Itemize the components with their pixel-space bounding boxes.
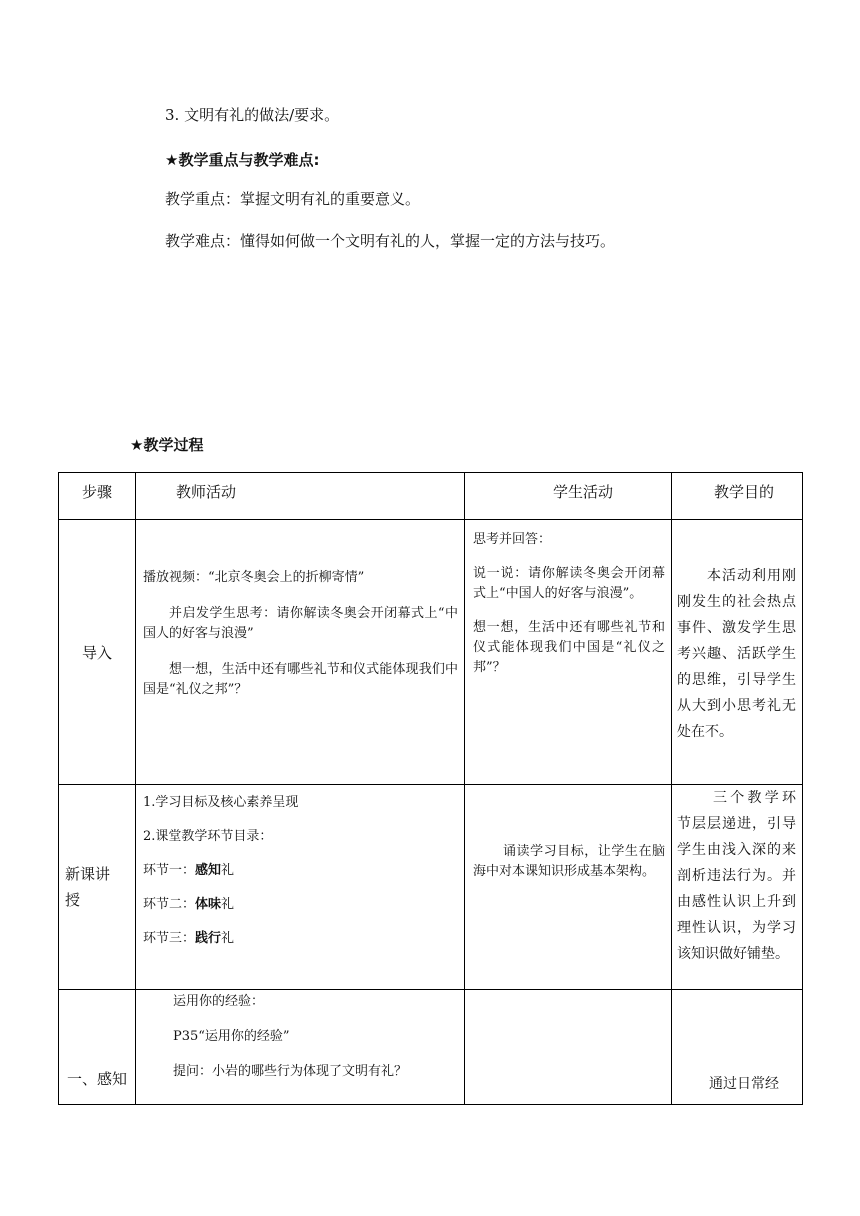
header-teacher-activity: 教师活动 <box>136 473 465 520</box>
teacher-line <box>143 929 458 949</box>
student-line: 想一想，生活中还有哪些礼节和仪式能体现我们中国是“礼仪之邦”？ <box>473 620 665 675</box>
lesson-process-table <box>58 472 803 1105</box>
purpose-text: 通过日常经 <box>709 1076 779 1092</box>
teacher-activity-cell <box>136 990 465 1105</box>
table-row <box>59 785 803 990</box>
teacher-line: 并启发学生思考：请你解读冬奥会开闭幕式上“中国人的好客与浪漫” <box>143 606 458 641</box>
process-heading: ★教学过程 <box>130 436 204 454</box>
teacher-line <box>143 861 458 881</box>
step-cell <box>59 520 136 785</box>
student-line: 思考并回答： <box>473 532 552 547</box>
section-keyword: 体味 <box>195 897 222 912</box>
purpose-text: 三个教学环节层层递进，引导学生由浅入深的来剖析违法行为。并由感性认识上升到理性认识，为学习该知识做好铺垫。 <box>677 790 796 962</box>
section-suffix: 礼 <box>221 931 235 946</box>
student-text: 诵读学习目标，让学生在脑海中对本课知识形成基本架构。 <box>473 844 665 879</box>
purpose-cell <box>672 520 803 785</box>
step-label: 一、感知 <box>66 1070 127 1088</box>
teacher-line: 1.学习目标及核心素养呈现 <box>143 795 299 810</box>
teaching-key-point: 教学重点：掌握文明有礼的重要意义。 <box>165 190 421 208</box>
student-activity-cell <box>465 785 672 990</box>
table-header-row <box>59 473 803 520</box>
teacher-line: 运用你的经验： <box>173 994 265 1009</box>
student-line: 说一说：请你解读冬奥会开闭幕式上“中国人的好客与浪漫”。 <box>473 566 665 601</box>
section-prefix: 环节一： <box>143 863 196 878</box>
teacher-line: 2.课堂教学环节目录： <box>143 829 273 844</box>
section-keyword: 感知 <box>195 863 222 878</box>
objective-item-3: 3. 文明有礼的做法/要求。 <box>165 106 340 124</box>
teacher-line: P35“运用你的经验” <box>173 1029 290 1044</box>
purpose-text: 本活动利用刚刚发生的社会热点事件、激发学生思考兴趣、活跃学生的思维，引导学生从大到小思考礼无处在不。 <box>677 568 796 740</box>
step-cell <box>59 990 136 1105</box>
purpose-cell <box>672 785 803 990</box>
teaching-difficulty: 教学难点：懂得如何做一个文明有礼的人，掌握一定的方法与技巧。 <box>165 232 616 250</box>
student-activity-cell <box>465 520 672 785</box>
table-row <box>59 990 803 1105</box>
section-keyword: 践行 <box>195 931 222 946</box>
header-step: 步骤 <box>59 473 136 520</box>
purpose-cell <box>672 990 803 1105</box>
student-activity-cell <box>465 990 672 1105</box>
teacher-activity-cell <box>136 520 465 785</box>
step-cell <box>59 785 136 990</box>
step-label: 新课讲授 <box>65 865 111 909</box>
teacher-activity-cell <box>136 785 465 990</box>
section-suffix: 礼 <box>221 897 235 912</box>
key-points-heading: ★教学重点与教学难点: <box>165 151 320 169</box>
teacher-line: 提问：小岩的哪些行为体现了文明有礼？ <box>173 1064 408 1079</box>
teacher-line <box>143 895 458 915</box>
teacher-line: 想一想，生活中还有哪些礼节和仪式能体现我们中国是“礼仪之邦”？ <box>143 662 458 697</box>
teacher-line: 播放视频：“北京冬奥会上的折柳寄情” <box>143 570 365 585</box>
header-student-activity: 学生活动 <box>465 473 672 520</box>
section-prefix: 环节二： <box>143 897 196 912</box>
section-prefix: 环节三： <box>143 931 196 946</box>
table-row <box>59 520 803 785</box>
step-label: 导入 <box>81 643 112 662</box>
header-purpose: 教学目的 <box>672 473 803 520</box>
section-suffix: 礼 <box>221 863 235 878</box>
